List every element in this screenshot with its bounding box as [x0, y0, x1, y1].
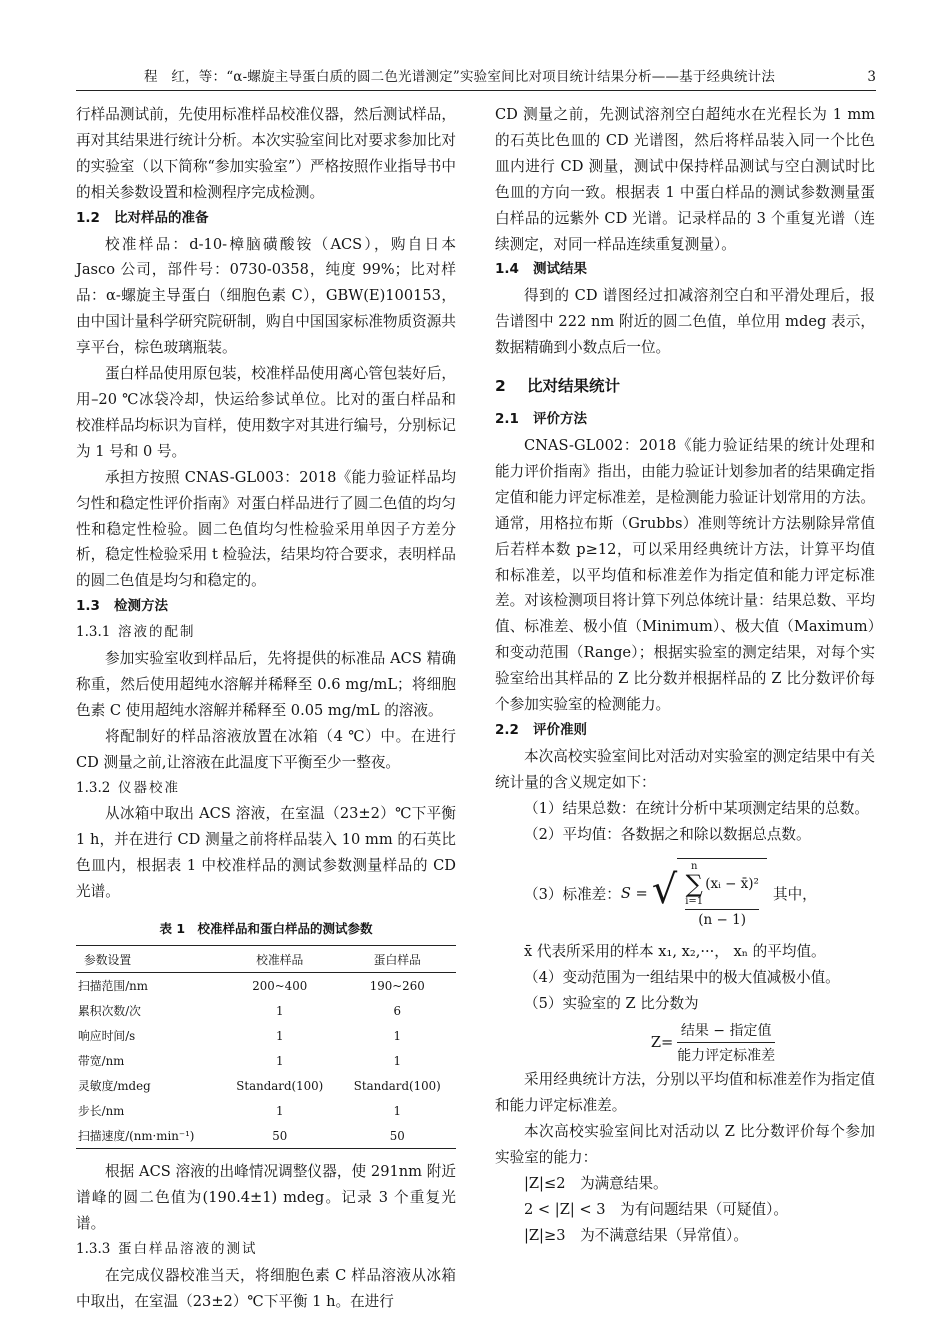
section-number: 2.1 — [495, 411, 519, 428]
page-number: 3 — [867, 69, 876, 85]
column-header: 参数设置 — [84, 952, 132, 967]
paragraph: 校准样品：d-10-樟脑磺酸铵（ACS），购自日本 Jasco 公司，部件号：0730-0358，纯度 99%；比对样品：α-螺旋主导蛋白（细胞色素 C），GBW(E)100153，由中国计量科学研究院研制，购自中国国家标准物质资源共享平台，棕色玻璃瓶装。 — [76, 235, 456, 357]
table-row — [76, 1098, 456, 1123]
section-heading-1-4 — [495, 257, 875, 283]
criterion-questionable: 2 < |Z| < 3 为有问题结果（可疑值）。 — [524, 1200, 788, 1218]
header-rule — [76, 90, 876, 91]
table-row — [76, 1073, 456, 1098]
subsection-heading-1-3-2 — [76, 776, 456, 802]
fraction-bar — [677, 1042, 775, 1043]
running-title: 程 红，等：“α-螺旋主导蛋白质的圆二色光谱测定”实验室间比对项目统计结果分析——基于经典统计法 — [144, 69, 776, 85]
radical-icon: √ — [651, 867, 678, 914]
parameters-table — [76, 945, 456, 1149]
table-cell: 6 — [393, 1003, 401, 1018]
summation — [685, 861, 703, 907]
column-header: 校准样品 — [256, 952, 304, 967]
criterion-unsatisfactory: |Z|≥3 为不满意结果（异常值）。 — [524, 1226, 748, 1244]
paragraph: 本次高校实验室间比对活动以 Z 比分数评价每个参加实验室的能力： — [495, 1123, 875, 1166]
table-cell: 灵敏度/mdeg — [78, 1079, 151, 1094]
table-cell: 50 — [389, 1128, 405, 1143]
table-cell: 响应时间/s — [78, 1029, 136, 1044]
subsection-heading-1-3-3 — [76, 1237, 456, 1263]
section-heading-1-3 — [76, 594, 456, 620]
paragraph: 承担方按照 CNAS-GL003：2018《能力验证样品均匀性和稳定性评价指南》对蛋白样品进行了圆二色值的均匀性和稳定性检验。圆二色值均匀性检验采用单因子方差分析，稳定性检验采用 t 检验法，结果均符合要求，表明样品的圆二色值是均匀和稳定的。 — [76, 468, 456, 590]
section-title: 评价方法 — [533, 411, 587, 428]
left-column — [76, 102, 456, 1315]
table-cell: 1 — [275, 1003, 284, 1018]
table-row — [76, 1048, 456, 1073]
list-item: （2）平均值：各数据之和除以数据总点数。 — [524, 825, 811, 843]
paragraph: 行样品测试前，先使用标准样品校准仪器，然后测试样品，再对其结果进行统计分析。本次实验室间比对要求参加比对的实验室（以下简称“参加实验室”）严格按照作业指导书中的相关参数设置和检测程序完成检测。 — [76, 106, 456, 201]
paragraph: x̄ 代表所采用的样本 x₁, x₂,···， xₙ 的平均值。 — [524, 943, 826, 961]
paragraph: 根据 ACS 溶液的出峰情况调整仪器，使 291nm 附近谱峰的圆二色值为(190.4±1) mdeg。记录 3 个重复光谱。 — [76, 1163, 456, 1232]
table-cell: 1 — [275, 1103, 284, 1118]
subsection-number: 1.3.3 — [76, 1240, 111, 1257]
radicand — [677, 858, 767, 928]
paragraph: 将配制好的样品溶液放置在冰箱（4 ℃）中。在进行 CD 测量之前,让溶液在此温度下平衡至少一整夜。 — [76, 727, 456, 771]
table-caption: 表 1 校准样品和蛋白样品的测试参数 — [159, 921, 373, 937]
section-title: 比对样品的准备 — [114, 209, 209, 226]
table-cell: 扫描范围/nm — [78, 979, 148, 994]
formula-symbol: S — [620, 884, 631, 902]
section-number: 2.2 — [495, 721, 519, 738]
section-title: 测试结果 — [533, 261, 587, 278]
section-heading-2 — [495, 371, 875, 401]
fraction-bar — [685, 909, 759, 910]
table-row — [76, 998, 456, 1023]
table-cell: 带宽/nm — [78, 1054, 125, 1069]
denominator: 能力评定标准差 — [677, 1047, 776, 1064]
section-heading-2-1 — [495, 407, 875, 433]
table-cell: 步长/nm — [78, 1104, 125, 1119]
table-row — [76, 973, 456, 999]
table-cell: 扫描速度/(nm·min⁻¹) — [78, 1129, 195, 1144]
sum-upper-limit: n — [690, 861, 698, 873]
table-cell: Standard(100) — [353, 1078, 441, 1093]
formula-suffix: 其中， — [772, 885, 817, 903]
numerator — [685, 861, 759, 907]
table-cell: 1 — [393, 1103, 401, 1118]
table-cell: 1 — [275, 1028, 284, 1043]
running-header — [76, 66, 876, 88]
section-title: 评价准则 — [533, 721, 587, 738]
fraction — [677, 1020, 775, 1065]
paragraph: 采用经典统计方法，分别以平均值和标准差作为指定值和能力评定标准差。 — [495, 1071, 875, 1115]
section-number: 1.2 — [76, 209, 100, 226]
paragraph: CNAS-GL002：2018《能力验证结果的统计处理和能力评价指南》指出，由能力验证计划参加者的结果确定指定值和能力评定标准差，是检测能力验证计划常用的方法。通常，用格拉布斯（Grubbs）准则等统计方法剔除异常值后若样本数 p≥12，可以采用经典统计方法，计算平均值和标准差，以平均值和标准差作为指定值和能力评定标准差。对该检测项目将计算下列总体统计量：结果总数、平均值、标准差、极小值（Minimum）、极大值（Maximum）和变动范围（Range）；根据实验室的测定结果，对每个实验室给出其样品的 Z 比分数并根据样品的 Z 比分数评价每个参加实验室的检测能力。 — [495, 436, 875, 714]
table-row — [76, 1023, 456, 1048]
subsection-title: 仪器校准 — [118, 779, 180, 796]
table-cell: 1 — [393, 1053, 401, 1068]
table-cell: 1 — [393, 1028, 401, 1043]
section-heading-2-2 — [495, 718, 875, 744]
table-cell: 200~400 — [252, 978, 308, 993]
table-header-row — [76, 946, 456, 973]
table-row — [76, 1123, 456, 1149]
paragraph: 本次高校实验室间比对活动对实验室的测定结果中有关统计量的含义规定如下： — [495, 747, 875, 791]
column-header: 蛋白样品 — [373, 952, 421, 967]
section-heading-1-2 — [76, 206, 456, 232]
table-cell: Standard(100) — [236, 1078, 324, 1093]
equals-sign: = — [630, 884, 648, 902]
std-dev-formula — [495, 847, 875, 939]
denominator: (n − 1) — [698, 912, 746, 929]
list-item: （4）变动范围为一组结果中的极大值减极小值。 — [524, 969, 840, 987]
section-title: 检测方法 — [114, 598, 168, 615]
z-lhs: Z= — [650, 1033, 674, 1051]
section-number: 1.3 — [76, 598, 100, 615]
section-number: 2 — [495, 377, 506, 396]
subsection-title: 溶液的配制 — [118, 624, 196, 641]
table-cell: 190~260 — [369, 978, 425, 993]
subsection-number: 1.3.2 — [76, 779, 111, 796]
sigma-icon: ∑ — [685, 870, 703, 899]
table-cell: 累积次数/次 — [78, 1004, 141, 1019]
sum-lower-limit: i=1 — [685, 896, 704, 908]
criterion-satisfactory: |Z|≤2 为满意结果。 — [524, 1174, 668, 1192]
z-score-formula — [555, 1017, 875, 1067]
list-item: （1）结果总数：在统计分析中某项测定结果的总数。 — [524, 799, 869, 817]
paragraph: 得到的 CD 谱图经过扣减溶剂空白和平滑处理后，报告谱图中 222 nm 附近的圆二色值，单位用 mdeg 表示，数据精确到小数点后一位。 — [495, 287, 875, 357]
table-cell: 1 — [275, 1053, 284, 1068]
sum-term: (xᵢ − x̄)² — [705, 876, 759, 893]
subsection-heading-1-3-1 — [76, 620, 456, 646]
numerator: 结果 − 指定值 — [680, 1022, 772, 1039]
subsection-title: 蛋白样品溶液的测试 — [118, 1240, 258, 1257]
subsection-number: 1.3.1 — [76, 624, 111, 641]
list-item: （5）实验室的 Z 比分数为 — [524, 995, 699, 1013]
paragraph: 从冰箱中取出 ACS 溶液，在室温（23±2）℃下平衡 1 h，并在进行 CD 测量之前将样品装入 10 mm 的石英比色皿内，根据表 1 中校准样品的测试参数测量样品的 CD 光谱。 — [76, 805, 456, 901]
paragraph: 在完成仪器校准当天，将细胞色素 C 样品溶液从冰箱中取出，在室温（23±2）℃下平衡 1 h。在进行 — [76, 1266, 456, 1310]
formula-label: （3）标准差： — [524, 885, 621, 903]
right-column — [495, 102, 875, 1249]
fraction — [685, 861, 759, 928]
table-cell: 50 — [272, 1128, 288, 1143]
paragraph: 参加实验室收到样品后，先将提供的标准品 ACS 精确称重，然后使用超纯水溶解并稀释至 0.6 mg/mL；将细胞色素 C 使用超纯水溶解并稀释至 0.05 mg/mL 的溶液。 — [76, 650, 456, 719]
section-number: 1.4 — [495, 261, 519, 278]
section-title: 比对结果统计 — [527, 377, 621, 396]
paragraph: 蛋白样品使用原包装，校准样品使用离心管包装好后，用–20 ℃冰袋冷却，快运给参试单位。比对的蛋白样品和校准样品均标识为盲样，使用数字对其进行编号，分别标记为 1 号和 0 号。 — [76, 365, 456, 460]
square-root — [652, 858, 767, 928]
paragraph: CD 测量之前，先测试溶剂空白超纯水在光程长为 1 mm 的石英比色皿的 CD 光谱图，然后将样品装入同一个比色皿内进行 CD 测量，测试中保持样品测试与空白测试时比色皿的方向一致。根据表 1 中蛋白样品的测试参数测量蛋白样品的远紫外 CD 光谱。记录样品的 3 个重复光谱（连续测定，对同一样品连续重复测量）。 — [495, 106, 875, 253]
